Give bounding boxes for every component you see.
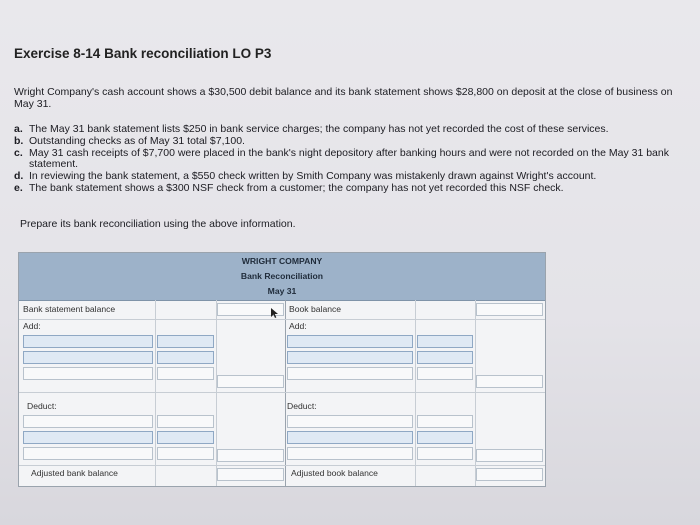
statement-title: Bank Reconciliation [240, 271, 324, 281]
problem-items [14, 124, 700, 195]
statement-date: May 31 [267, 286, 297, 296]
mouse-cursor-icon [271, 308, 279, 318]
bank-reconciliation-worksheet [18, 252, 546, 487]
problem-item-b: b. Outstanding checks as of May 31 total $7,100. [14, 134, 245, 147]
book-balance-label: Book balance [289, 304, 342, 314]
problem-item-a: a. The May 31 bank statement lists $250 in bank service charges; the company has not yet recorded the cost of these services. [14, 123, 609, 135]
grid-divider [415, 300, 416, 486]
bank-deduct-description[interactable] [23, 447, 153, 460]
bank-add-amount[interactable] [157, 367, 214, 380]
adjusted-book-balance-amount[interactable] [476, 468, 543, 481]
book-deduct-amount[interactable] [417, 447, 473, 460]
problem-item-c: c. May 31 cash receipts of $7,700 were placed in the bank's night depository after banking hours and were not recorded on the May 31 bank statement. [14, 146, 669, 171]
bank-statement-balance-label: Bank statement balance [23, 304, 116, 314]
bank-add-amount[interactable] [157, 335, 214, 348]
book-deduct-description[interactable] [287, 431, 413, 444]
book-add-total[interactable] [476, 375, 543, 388]
book-deduct-amount[interactable] [417, 415, 473, 428]
bank-add-description[interactable] [23, 351, 153, 364]
book-balance-amount[interactable] [476, 303, 543, 316]
bank-add-description[interactable] [23, 367, 153, 380]
book-add-description[interactable] [287, 335, 413, 348]
problem-item-d: d. In reviewing the bank statement, a $550 check written by Smith Company was mistakenly drawn against Wright's account. [14, 170, 597, 183]
book-add-description[interactable] [287, 367, 413, 380]
bank-deduct-amount[interactable] [157, 447, 214, 460]
adjusted-book-balance-label: Adjusted book balance [291, 468, 378, 478]
bank-add-amount[interactable] [157, 351, 214, 364]
grid-divider [285, 300, 286, 486]
adjusted-bank-balance-label: Adjusted bank balance [31, 468, 118, 478]
book-add-amount[interactable] [417, 335, 473, 348]
bank-add-total[interactable] [217, 375, 284, 388]
book-add-label: Add: [289, 321, 307, 331]
bank-deduct-amount[interactable] [157, 431, 214, 444]
grid-divider [155, 300, 156, 486]
company-name: WRIGHT COMPANY [241, 256, 323, 266]
book-add-amount[interactable] [417, 351, 473, 364]
grid-divider [19, 392, 545, 393]
book-deduct-description[interactable] [287, 447, 413, 460]
problem-intro: Wright Company's cash account shows a $30,500 debit balance and its bank statement shows $28,800 on deposit at the close of business on May 31. [14, 86, 673, 110]
book-add-description[interactable] [287, 351, 413, 364]
worksheet-header [19, 253, 545, 301]
book-deduct-label: Deduct: [287, 401, 317, 411]
bank-deduct-description[interactable] [23, 431, 153, 444]
book-add-amount[interactable] [417, 367, 473, 380]
book-deduct-total[interactable] [476, 449, 543, 462]
problem-item-e: e. The bank statement shows a $300 NSF check from a customer; the company has not yet recorded this NSF check. [14, 181, 564, 194]
bank-deduct-total[interactable] [217, 449, 284, 462]
instruction-text: Prepare its bank reconciliation using the above information. [20, 218, 296, 230]
book-deduct-amount[interactable] [417, 431, 473, 444]
bank-deduct-label: Deduct: [27, 401, 57, 411]
bank-deduct-amount[interactable] [157, 415, 214, 428]
bank-add-label: Add: [23, 321, 41, 331]
exercise-title: Exercise 8-14 Bank reconciliation LO P3 [14, 46, 272, 61]
bank-add-description[interactable] [23, 335, 153, 348]
bank-deduct-description[interactable] [23, 415, 153, 428]
grid-divider [19, 465, 545, 466]
adjusted-bank-balance-amount[interactable] [217, 468, 284, 481]
book-deduct-description[interactable] [287, 415, 413, 428]
grid-divider [19, 319, 545, 320]
